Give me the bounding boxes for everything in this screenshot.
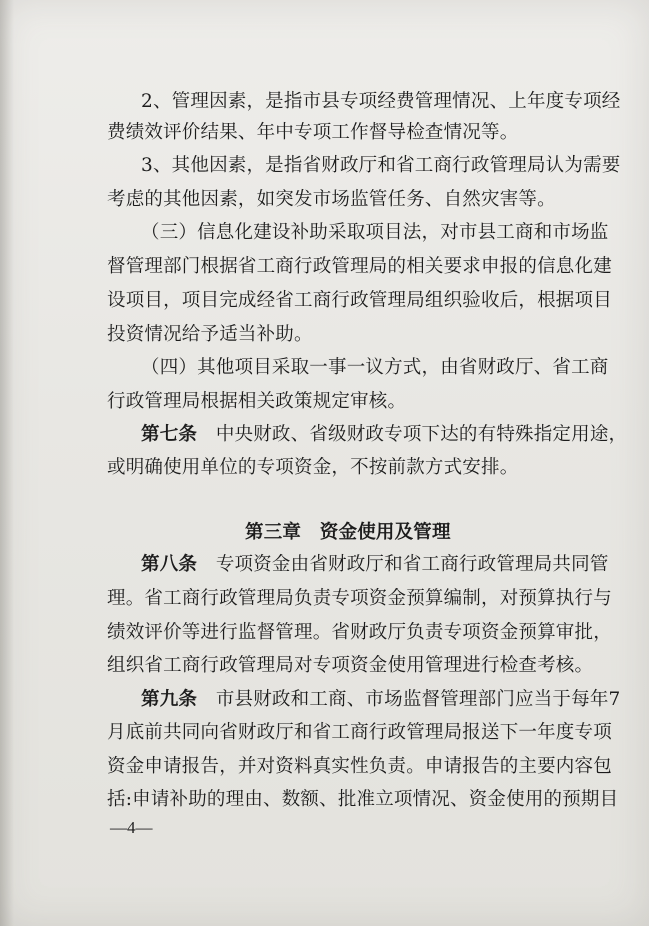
text-line: 资金申请报告，并对资料真实性负责。申请报告的主要内容包 bbox=[107, 756, 612, 777]
article-9-label: 第九条 bbox=[141, 689, 198, 710]
text-line: 考虑的其他因素，如突发市场监管任务、自然灾害等。 bbox=[107, 189, 556, 210]
text-line: 投资情况给予适当补助。 bbox=[107, 324, 313, 345]
chapter-heading: 第三章 资金使用及管理 bbox=[245, 522, 451, 543]
text-line: 2、管理因素，是指市县专项经费管理情况、上年度专项经 bbox=[141, 91, 621, 112]
text-line: 费绩效评价结果、年中专项工作督导检查情况等。 bbox=[107, 122, 519, 143]
article-9-text: 市县财政和工商、市场监督管理部门应当于每年7 bbox=[215, 689, 621, 710]
article-8-line bbox=[141, 556, 609, 575]
text-line: 组织省工商行政管理局对专项资金使用管理进行检查考核。 bbox=[107, 655, 594, 676]
article-8-text: 专项资金由省财政厅和省工商行政管理局共同管 bbox=[215, 554, 609, 575]
text-line: 3、其他因素，是指省财政厅和省工商行政管理局认为需要 bbox=[141, 155, 621, 176]
text-line: 月底前共同向省财政厅和省工商行政管理局报送下一年度专项 bbox=[107, 722, 612, 743]
text-line: （三）信息化建设补助采取项目法，对市县工商和市场监 bbox=[141, 222, 609, 243]
text-line: 或明确使用单位的专项资金，不按前款方式安排。 bbox=[107, 457, 519, 478]
article-7-line bbox=[141, 426, 627, 445]
page-edge-shadow bbox=[0, 0, 14, 926]
article-8-label: 第八条 bbox=[141, 554, 198, 575]
article-7-text: 中央财政、省级财政专项下达的有特殊指定用途， bbox=[215, 424, 628, 445]
text-line: 行政管理局根据相关政策规定审核。 bbox=[107, 391, 407, 412]
page-number: —4— bbox=[110, 818, 153, 837]
text-line: （四）其他项目采取一事一议方式，由省财政厅、省工商 bbox=[141, 357, 609, 378]
text-line: 绩效评价等进行监督管理。省财政厅负责专项资金预算审批， bbox=[107, 622, 612, 643]
text-line: 理。省工商行政管理局负责专项资金预算编制，对预算执行与 bbox=[107, 588, 612, 609]
text-line: 设项目，项目完成经省工商行政管理局组织验收后，根据项目 bbox=[107, 290, 612, 311]
article-9-line bbox=[141, 691, 621, 710]
text-line: 督管理部门根据省工商行政管理局的相关要求申报的信息化建 bbox=[107, 256, 612, 277]
text-line: 括:申请补助的理由、数额、批准立项情况、资金使用的预期目 bbox=[107, 789, 619, 810]
article-7-label: 第七条 bbox=[141, 424, 198, 445]
